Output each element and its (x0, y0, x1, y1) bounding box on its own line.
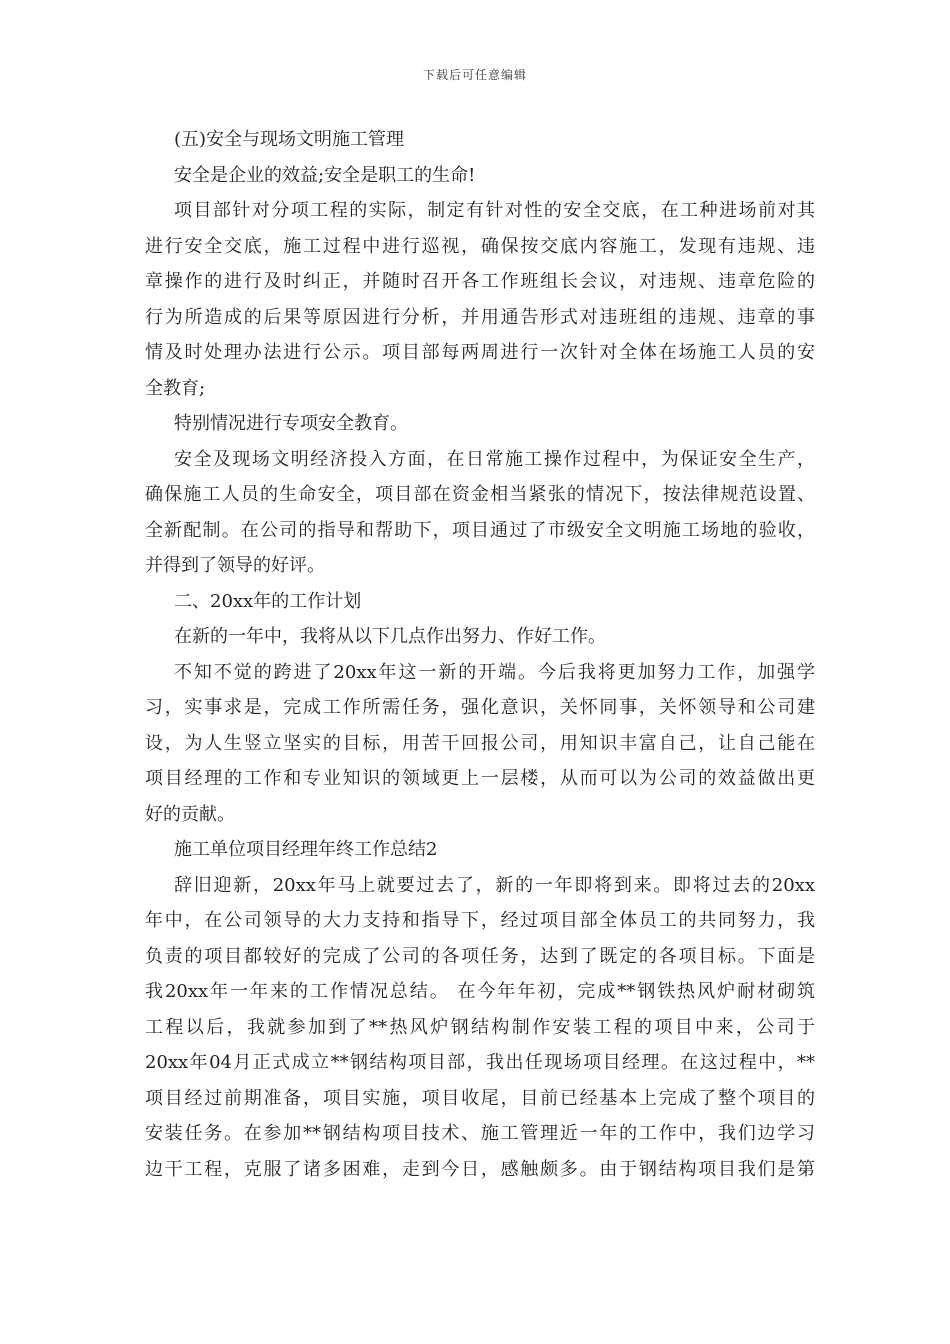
text-line: 工程以后，我就参加到了**热风炉钢结构制作安装工程的项目中来，公司于 (145, 1016, 815, 1038)
text-line: 特别情况进行专项安全教育。 (174, 413, 408, 434)
text-line: 习，实事求是，完成工作所需任务，强化意识，关怀同事，关怀领导和公司建 (145, 697, 815, 718)
text-line: 施工单位项目经理年终工作总结2 (174, 839, 438, 860)
text-line: 年中，在公司领导的大力支持和指导下，经过项目部全体员工的共同努力，我 (145, 910, 815, 931)
text-line: 并得到了领导的好评。 (145, 555, 325, 576)
text-line: 边干工程，克服了诸多困难，走到今日，感触颇多。由于钢结构项目我们是第 (145, 1158, 815, 1180)
text-line: 不知不觉的跨进了20xx年这一新的开端。今后我将更加努力工作，加强学 (174, 661, 815, 683)
text-line: 章操作的进行及时纠正，并随时召开各工作班组长会议，对违规、违章危险的 (145, 271, 815, 292)
text-line: 安装任务。在参加**钢结构项目技术、施工管理近一年的工作中，我们边学习 (145, 1123, 815, 1144)
text-line: 安全及现场文明经济投入方面，在日常施工操作过程中，为保证安全生产， (174, 448, 815, 470)
text-line: 我20xx年一年来的工作情况总结。 在今年年初，完成**钢铁热风炉耐材砌筑 (145, 981, 815, 1002)
text-line: 安全是企业的效益;安全是职工的生命! (174, 164, 476, 186)
text-line: 在新的一年中，我将从以下几点作出努力、作好工作。 (174, 626, 606, 647)
document-body (145, 122, 815, 1187)
text-line: (五)安全与现场文明施工管理 (174, 129, 405, 150)
text-line: 全教育; (145, 377, 206, 399)
page-header: 下载后可任意编辑 (422, 68, 527, 82)
text-line: 项目经过前期准备，项目实施，项目收尾，目前已经基本上完成了整个项目的 (145, 1087, 815, 1109)
text-line: 辞旧迎新，20xx年马上就要过去了，新的一年即将到来。即将过去的20xx (174, 874, 815, 896)
text-line: 二、20xx年的工作计划 (174, 590, 362, 612)
text-line: 进行安全交底，施工过程中进行巡视，确保按交底内容施工，发现有违规、违 (145, 235, 815, 257)
text-line: 好的贡献。 (145, 803, 235, 825)
text-line: 20xx年04月正式成立**钢结构项目部，我出任现场项目经理。在这过程中，** (145, 1052, 815, 1073)
text-line: 情及时处理办法进行公示。项目部每两周进行一次针对全体在场施工人员的安 (145, 342, 815, 363)
text-line: 项目经理的工作和专业知识的领域更上一层楼，从而可以为公司的效益做出更 (145, 768, 815, 789)
text-line: 全新配制。在公司的指导和帮助下，项目通过了市级安全文明施工场地的验收， (145, 519, 815, 541)
text-line: 行为所造成的后果等原因进行分析，并用通告形式对违班组的违规、违章的事 (145, 306, 815, 328)
text-line: 设，为人生竖立坚实的目标，用苦干回报公司，用知识丰富自己，让自己能在 (145, 732, 815, 754)
text-line: 确保施工人员的生命安全，项目部在资金相当紧张的情况下，按法律规范设置、 (145, 484, 815, 505)
text-line: 项目部针对分项工程的实际，制定有针对性的安全交底，在工种进场前对其 (174, 200, 815, 221)
text-line: 负责的项目都较好的完成了公司的各项任务，达到了既定的各项目标。下面是 (145, 945, 815, 967)
